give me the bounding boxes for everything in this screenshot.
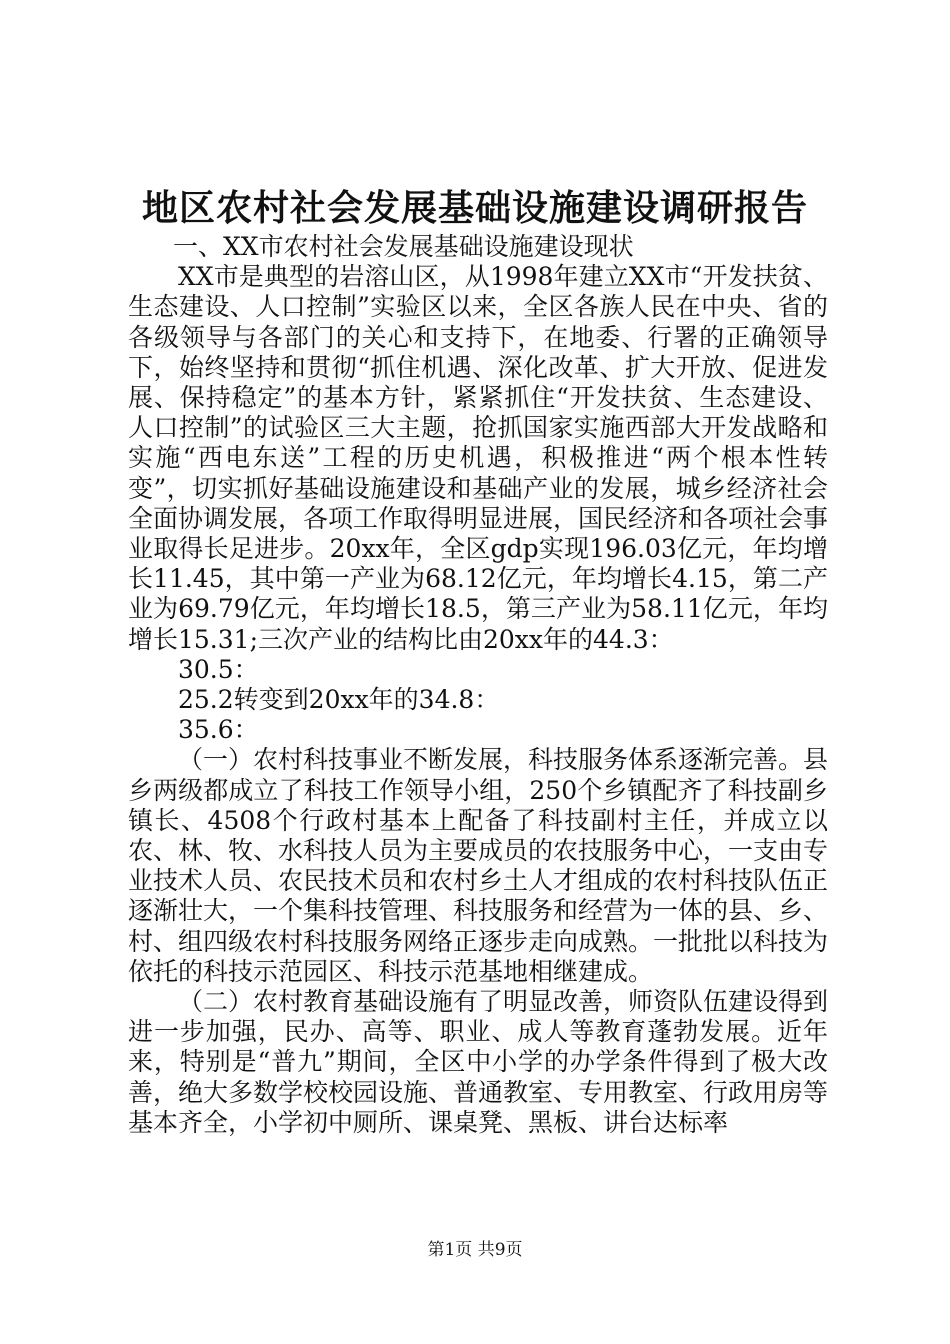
document-body	[128, 232, 828, 1138]
paragraph-overview: XX市是典型的岩溶山区，从1998年建立XX市“开发扶贫、生态建设、人口控制”实验区以来，全区各族人民在中央、省的各级领导与各部门的关心和支持下，在地委、行署的正确领导下，始终坚持和贯彻“抓住机遇、深化改革、扩大开放、促进发展、保持稳定”的基本方针，紧紧抓住“开发扶贫、生态建设、人口控制”的试验区三大主题，抢抓国家实施西部大开发战略和实施“西电东送”工程的历史机遇，积极推进“两个根本性转变”，切实抓好基础设施建设和基础产业的发展，城乡经济社会全面协调发展，各项工作取得明显进展，国民经济和各项社会事业取得长足进步。20xx年，全区gdp实现196.03亿元，年均增长11.45，其中第一产业为68.12亿元，年均增长4.15，第二产业为69.79亿元，年均增长18.5，第三产业为58.11亿元，年均增长15.31;三次产业的结构比由20xx年的44.3：	[128, 262, 829, 654]
ratio-line-2: 25.2转变到20xx年的34.8：	[178, 685, 500, 715]
document-title: 地区农村社会发展基础设施建设调研报告	[141, 187, 808, 229]
ratio-line-3: 35.6：	[178, 715, 259, 745]
ratio-line-1: 30.5：	[178, 654, 259, 684]
paragraph-education: （二）农村教育基础设施有了明显改善，师资队伍建设得到进一步加强，民办、高等、职业、成人等教育蓬勃发展。近年来，特别是“普九”期间，全区中小学的办学条件得到了极大改善，绝大多数学校校园设施、普通教室、专用教室、行政用房等基本齐全，小学初中厕所、课桌凳、黑板、讲台达标率	[128, 987, 829, 1137]
paragraph-science-tech: （一）农村科技事业不断发展，科技服务体系逐渐完善。县乡两级都成立了科技工作领导小组，250个乡镇配齐了科技副乡镇长、4508个行政村基本上配备了科技副村主任，并成立以农、林、牧、水科技人员为主要成员的农技服务中心，一支由专业技术人员、农民技术员和农村乡土人才组成的农村科技队伍正逐渐壮大，一个集科技管理、科技服务和经营为一体的县、乡、村、组四级农村科技服务网络正逐步走向成熟。一批批以科技为依托的科技示范园区、科技示范基地相继建成。	[128, 745, 829, 986]
section-heading: 一、XX市农村社会发展基础设施建设现状	[173, 232, 634, 261]
page-footer: 第1页 共9页	[427, 1240, 523, 1260]
